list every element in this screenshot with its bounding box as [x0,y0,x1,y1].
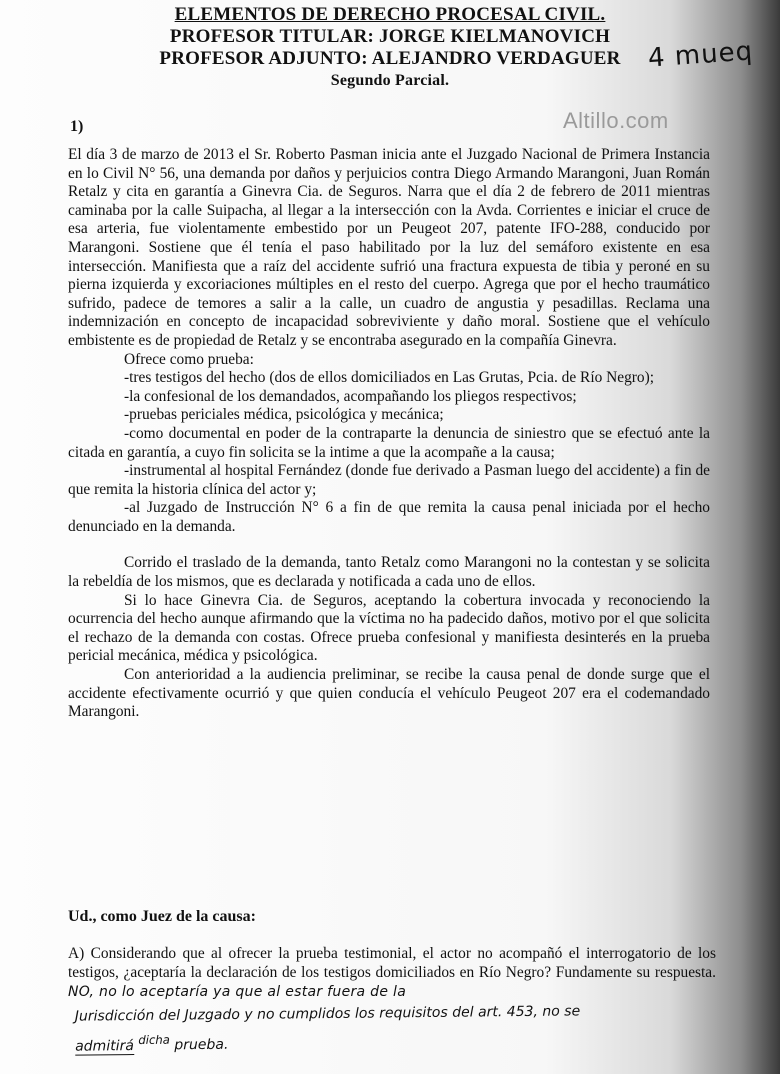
evidence-item: -tres testigos del hecho (dos de ellos domiciliados en Las Grutas, Pcia. de Río Negro); [124,369,654,387]
evidence-item: -instrumental al hospital Fernández (donde fue derivado a Pasman luego del accidente) a fin de que remita la historia clínica del actor y; [68,462,710,498]
answer-word-prueba: prueba. [174,1036,229,1054]
watermark: Altillo.com [563,108,669,133]
course-title: ELEMENTOS DE DERECHO PROCESAL CIVIL. [174,4,606,25]
evidence-item: -la confesional de los demandados, acompañando los pliegos respectivos; [124,387,577,405]
evidence-item: -como documental en poder de la contraparte la denuncia de siniestro que se efectuó ante la citada en garantía, a cuyo fin solicita se la intime a que la acompañe a la causa; [68,424,710,461]
answer-line-1: NO, no lo aceptaría ya que al estar fuera de la [68,984,407,1000]
answer-line-2: Jurisdicción del Juzgado y no cumplidos los requisitos del art. 453, no se [74,1003,581,1025]
evidence-item: -al Juzgado de Instrucción N° 6 a fin de que remita la causa penal iniciada por el hecho denunciado en la demanda. [68,499,710,535]
answer-inserted-word: dicha [138,1032,170,1048]
professor-adjunto: PROFESOR ADJUNTO: ALEJANDRO VERDAGUER [159,48,621,69]
handwritten-grade: 4 mueq [647,36,755,74]
evidence-item: -pruebas periciales médica, psicológica y mecánica; [124,406,444,424]
handwritten-answer [75,997,776,1058]
evidence-intro: Ofrece como prueba: [124,350,254,368]
case-statement [68,146,710,722]
paragraph-insurer: Si lo hace Ginevra Cia. de Seguros, aceptando la cobertura invocada y reconociendo la ocurrencia del hecho aunque afirmando que la víctima no ha padecido daños, motivo por el que solicita el rechazo de la demanda con costas. Ofrece prueba confesional y manifiesta desinterés en la prueba pericial mecánica, médica y psicológica. [68,591,710,665]
exam-name: Segundo Parcial. [330,72,450,89]
question-number: 1) [70,118,84,135]
paragraph-facts: El día 3 de marzo de 2013 el Sr. Roberto Pasman inicia ante el Juzgado Nacional de Primera Instancia en lo Civil N° 56, una demanda por daños y perjuicios contra Diego Armando Marangoni, Juan Román Retalz y cita en garantía a Ginevra Cia. de Seguros. Narra que el día 2 de febrero de 2011 mientras caminaba por la calle Suipacha, al llegar a la intersección con la Avda. Corrientes e iniciar el cruce de esa arteria, fue violentamente embestido por un Peugeot 207, patente IFO-288, conducido por Marangoni. Sostiene que él tenía el paso habilitado por la luz del semáforo existente en esa intersección. Manifiesta que a raíz del accidente sufrió una fractura expuesta de tibia y peroné en su pierna izquierda y excoriaciones múltiples en el resto del cuerpo. Agrega que por el hecho traumático sufrido, padece de temores a salir a la calle, un cuadro de angustia y pesadillas. Reclama una indemnización en concepto de incapacidad sobreviviente y daño moral. Sostiene que el vehículo embistente es de propiedad de Retalz y se encontraba asegurado en la compañía Ginevra. [68,146,710,349]
question-a [68,944,716,1002]
answer-word-admitira: admitirá [75,1037,134,1055]
paragraph-default: Corrido el traslado de la demanda, tanto Retalz como Marangoni no la contestan y se solicita la rebeldía de los mismos, que es declarada y notificada a cada uno de ellos. [68,554,710,591]
judge-heading: Ud., como Juez de la causa: [68,908,256,925]
answer-line-3 [75,1021,775,1058]
professor-titular: PROFESOR TITULAR: JORGE KIELMANOVICH [169,26,611,47]
question-a-text: A) Considerando que al ofrecer la prueba testimonial, el actor no acompañó el interrogatorio de los testigos, ¿aceptaría la declaración de los testigos domiciliados en Río Negro? Fundamente su respuesta. [68,945,716,981]
paragraph-criminal-case: Con anterioridad a la audiencia preliminar, se recibe la causa penal de donde surge que el accidente efectivamente ocurrió y que quien conducía el vehículo Peugeot 207 era el codemandado Marangoni. [68,666,710,721]
spacer [68,536,710,554]
